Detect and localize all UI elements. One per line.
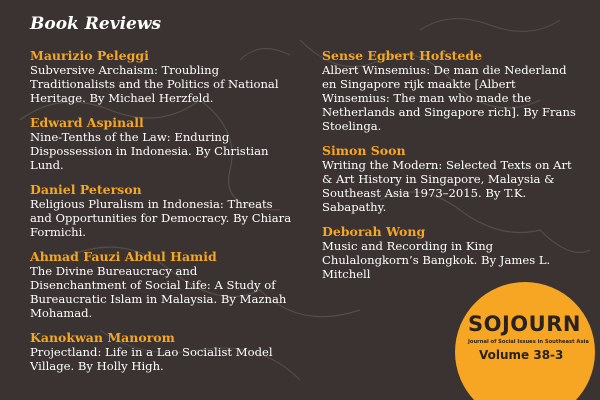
journal-subtitle: Journal of Social Issues in Southeast Asia bbox=[468, 339, 589, 345]
book-citation: Nine-Tenths of the Law: Enduring Dispossession in Indonesia. By Christian Lund. bbox=[30, 130, 269, 172]
book-citation: Writing the Modern: Selected Texts on Art & Art History in Singapore, Malaysia & Southeast Asia 1973–2015. By T.K. Sabapathy. bbox=[322, 158, 572, 214]
review-item bbox=[322, 143, 584, 214]
reviewer-name: Maurizio Peleggi bbox=[30, 48, 149, 63]
book-citation: Music and Recording in King Chulalongkorn’s Bangkok. By James L. Mitchell bbox=[322, 239, 551, 281]
book-citation: Religious Pluralism in Indonesia: Threats and Opportunities for Democracy. By Chiara Formichi. bbox=[30, 197, 292, 239]
book-citation: The Divine Bureaucracy and Disenchantment of Social Life: A Study of Bureaucratic Islam in Malaysia. By Maznah Mohamad. bbox=[30, 264, 287, 320]
review-item bbox=[30, 330, 292, 373]
right-review-column bbox=[322, 48, 584, 291]
review-item bbox=[30, 182, 292, 239]
reviewer-name: Kanokwan Manorom bbox=[30, 330, 175, 345]
section-heading: Book Reviews bbox=[30, 14, 162, 34]
journal-title: SOJOURN bbox=[468, 312, 581, 336]
left-review-column bbox=[30, 48, 292, 383]
book-citation: Albert Winsemius: De man die Nederland en Singapore rijk maakte [Albert Winsemius: The man who made the Netherlands and Singapore rich]. By Frans Stoelinga. bbox=[322, 63, 576, 133]
review-item bbox=[30, 48, 292, 105]
book-citation: Subversive Archaism: Troubling Traditionalists and the Politics of National Heritage. By Michael Herzfeld. bbox=[30, 63, 279, 105]
reviewer-name: Edward Aspinall bbox=[30, 115, 144, 130]
journal-volume: Volume 38-3 bbox=[479, 348, 564, 362]
book-citation: Projectland: Life in a Lao Socialist Model Village. By Holly High. bbox=[30, 345, 273, 373]
reviewer-name: Simon Soon bbox=[322, 143, 406, 158]
review-item bbox=[322, 224, 584, 281]
review-item bbox=[30, 249, 292, 320]
reviewer-name: Daniel Peterson bbox=[30, 182, 142, 197]
reviewer-name: Deborah Wong bbox=[322, 224, 426, 239]
review-item bbox=[322, 48, 584, 133]
reviewer-name: Ahmad Fauzi Abdul Hamid bbox=[30, 249, 217, 264]
review-item bbox=[30, 115, 292, 172]
reviewer-name: Sense Egbert Hofstede bbox=[322, 48, 483, 63]
